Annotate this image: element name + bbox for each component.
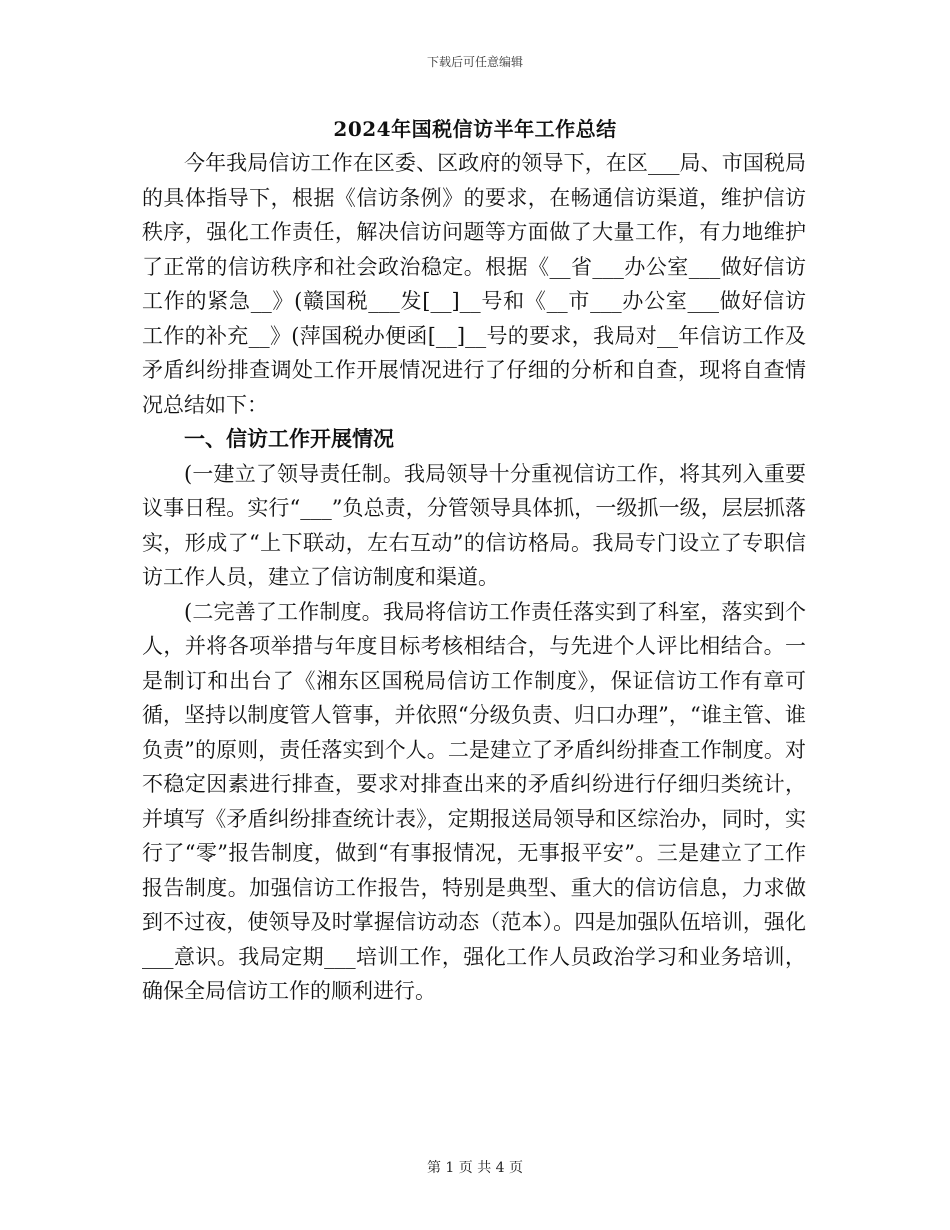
document-title: 2024年国税信访半年工作总结: [333, 117, 617, 141]
leadership-paragraph: (一建立了领导责任制。我局领导十分重视信访工作，将其列入重要议事日程。实行“___”负总责，分管领导具体抓，一级抓一级，层层抓落实，形成了“上下联动，左右互动”的信访格局。我局专门设立了专职信访工作人员，建立了信访制度和渠道。: [142, 461, 806, 589]
document-body: [142, 146, 806, 1009]
section-heading: 一、信访工作开展情况: [184, 426, 394, 451]
page-number: 第 1 页 共 4 页: [426, 1160, 524, 1176]
header-note: 下载后可任意编辑: [426, 55, 523, 69]
system-paragraph: (二完善了工作制度。我局将信访工作责任落实到了科室，落实到个人，并将各项举措与年度目标考核相结合，与先进个人评比相结合。一是制订和出台了《湘东区国税局信访工作制度》，保证信访工作有章可循，坚持以制度管人管事，并依照“分级负责、归口办理”，“谁主管、谁负责”的原则，责任落实到个人。二是建立了矛盾纠纷排查工作制度。对不稳定因素进行排查，要求对排查出来的矛盾纠纷进行仔细归类统计，并填写《矛盾纠纷排查统计表》，定期报送局领导和区综治办，同时，实行了“零”报告制度，做到“有事报情况，无事报平安”。三是建立了工作报告制度。加强信访工作报告，特别是典型、重大的信访信息，力求做到不过夜，使领导及时掌握信访动态（范本）。四是加强队伍培训，强化___意识。我局定期___培训工作，强化工作人员政治学习和业务培训，确保全局信访工作的顺利进行。: [142, 599, 806, 1003]
intro-paragraph: 今年我局信访工作在区委、区政府的领导下，在区___局、市国税局的具体指导下，根据《信访条例》的要求，在畅通信访渠道，维护信访秩序，强化工作责任，解决信访问题等方面做了大量工作，有力地维护了正常的信访秩序和社会政治稳定。根据《__省___办公室___做好信访工作的紧急__》(赣国税___发[__]__号和《__市___办公室___做好信访工作的补充__》(萍国税办便函[__]__号的要求，我局对__年信访工作及矛盾纠纷排查调处工作开展情况进行了仔细的分析和自查，现将自查情况总结如下：: [142, 151, 806, 417]
